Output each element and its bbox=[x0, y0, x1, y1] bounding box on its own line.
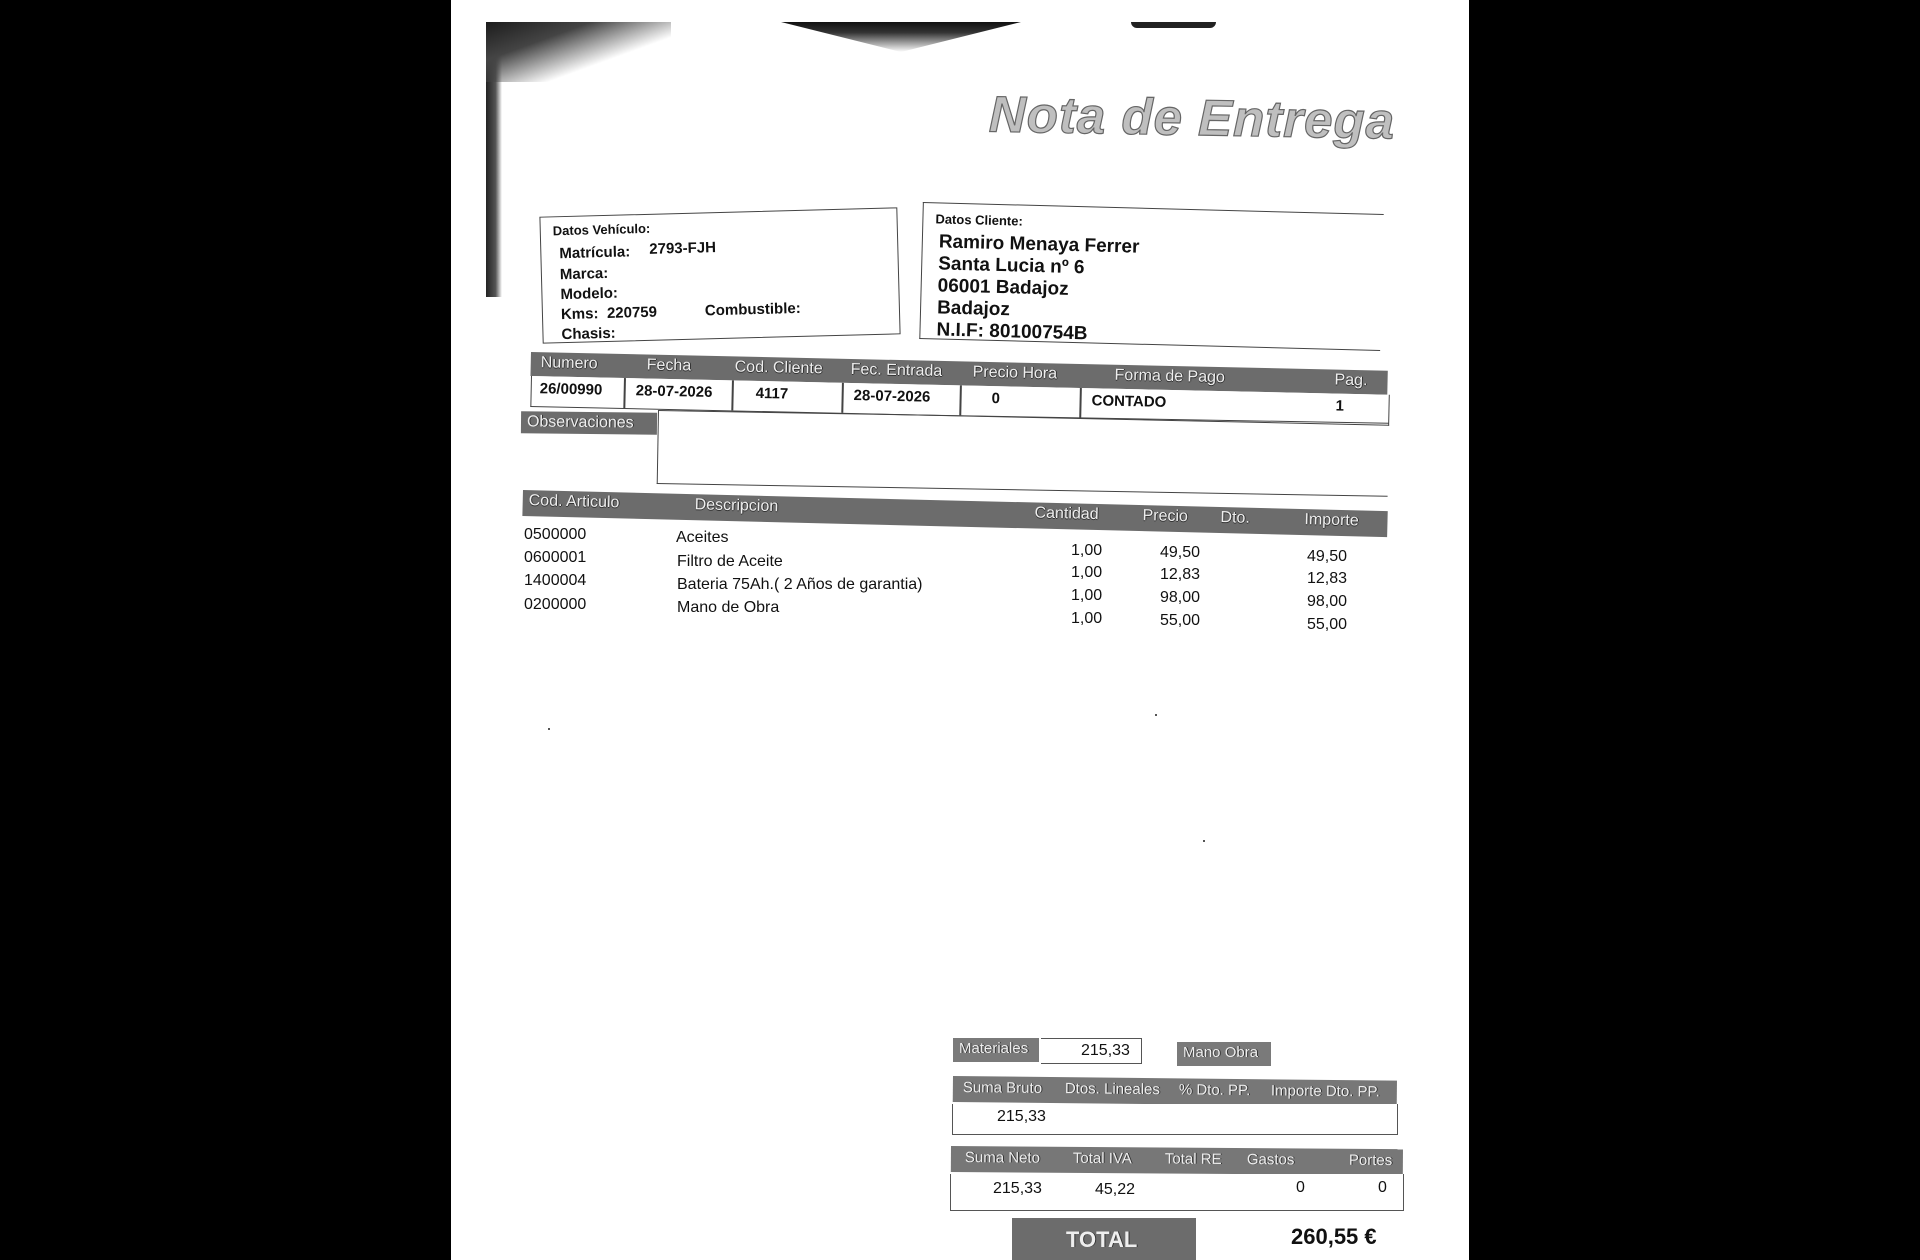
combustible-label: Combustible: bbox=[704, 299, 801, 320]
delivery-note-page bbox=[451, 0, 1469, 1260]
vehicle-data-box bbox=[539, 207, 900, 343]
cell-divider bbox=[731, 380, 733, 410]
header-precio-hora: Precio Hora bbox=[972, 363, 1058, 383]
forma-pago-value: CONTADO bbox=[1091, 392, 1167, 411]
client-province: Badajoz bbox=[936, 297, 1011, 321]
item-price: 49,50 bbox=[1160, 544, 1201, 561]
header-fecha: Fecha bbox=[646, 356, 692, 375]
header-numero: Numero bbox=[540, 354, 598, 373]
header-cod-cliente: Cod. Cliente bbox=[734, 358, 823, 378]
summary-row2-bar bbox=[951, 1146, 1403, 1175]
importe-dto-pp-label: Importe Dto. PP. bbox=[1270, 1082, 1380, 1101]
cell-divider bbox=[623, 378, 625, 408]
suma-neto-label: Suma Neto bbox=[964, 1149, 1041, 1167]
client-name: Ramiro Menaya Ferrer bbox=[938, 231, 1140, 258]
numero-value: 26/00990 bbox=[539, 380, 603, 399]
item-amount: 49,50 bbox=[1307, 548, 1348, 565]
item-qty: 1,00 bbox=[1071, 610, 1103, 627]
matricula-value: 2793-FJH bbox=[649, 239, 717, 258]
header-cod-articulo: Cod. Articulo bbox=[528, 492, 620, 512]
materiales-label: Materiales bbox=[953, 1038, 1039, 1062]
gastos-value: 0 bbox=[1296, 1179, 1305, 1196]
vehicle-header: Datos Vehículo: bbox=[552, 220, 651, 239]
fecha-value: 28-07-2026 bbox=[635, 382, 713, 401]
kms-label: Kms: bbox=[560, 305, 599, 324]
scan-speck bbox=[548, 728, 550, 730]
header-precio: Precio bbox=[1142, 507, 1189, 526]
header-dto: Dto. bbox=[1220, 509, 1251, 527]
header-pag: Pag. bbox=[1334, 371, 1368, 390]
observaciones-box bbox=[657, 410, 1389, 497]
total-iva-label: Total IVA bbox=[1072, 1149, 1132, 1168]
item-price: 12,83 bbox=[1160, 566, 1201, 583]
total-iva-value: 45,22 bbox=[1095, 1181, 1136, 1198]
client-data-box bbox=[919, 202, 1383, 351]
client-address: Santa Lucia nº 6 bbox=[937, 253, 1085, 279]
matricula-label: Matrícula: bbox=[559, 243, 631, 263]
client-nif: N.I.F: 80100754B bbox=[936, 319, 1088, 345]
cell-divider bbox=[841, 383, 843, 413]
precio-hora-value: 0 bbox=[991, 390, 1001, 408]
total-label-bar: TOTAL bbox=[1012, 1218, 1196, 1260]
modelo-label: Modelo: bbox=[560, 284, 619, 304]
item-qty: 1,00 bbox=[1071, 564, 1103, 581]
items-header-bar bbox=[522, 490, 1387, 537]
total-value: 260,55 € bbox=[1291, 1224, 1377, 1249]
summary-row2-values bbox=[950, 1174, 1404, 1211]
item-qty: 1,00 bbox=[1071, 587, 1103, 604]
mano-obra-label: Mano Obra bbox=[1177, 1042, 1271, 1066]
suma-bruto-value: 215,33 bbox=[997, 1108, 1046, 1125]
cod-cliente-value: 4117 bbox=[755, 384, 789, 403]
item-code: 0600001 bbox=[524, 549, 587, 566]
item-amount: 12,83 bbox=[1307, 570, 1348, 587]
item-desc: Bateria 75Ah.( 2 Años de garantia) bbox=[677, 576, 923, 593]
materiales-value: 215,33 bbox=[1081, 1042, 1130, 1059]
item-code: 1400004 bbox=[524, 572, 587, 589]
item-price: 98,00 bbox=[1160, 589, 1201, 606]
suma-neto-value: 215,33 bbox=[993, 1180, 1042, 1197]
portes-value: 0 bbox=[1378, 1179, 1387, 1196]
header-descripcion: Descripcion bbox=[694, 496, 779, 516]
chasis-label: Chasis: bbox=[561, 324, 616, 344]
fec-entrada-value: 28-07-2026 bbox=[853, 387, 931, 406]
item-price: 55,00 bbox=[1160, 612, 1201, 629]
client-header: Datos Cliente: bbox=[935, 211, 1024, 229]
kms-value: 220759 bbox=[606, 303, 658, 322]
materiales-box bbox=[1041, 1038, 1142, 1064]
cell-divider bbox=[959, 385, 961, 415]
scan-speck bbox=[1203, 840, 1205, 842]
item-desc: Mano de Obra bbox=[677, 599, 780, 616]
header-importe: Importe bbox=[1304, 511, 1359, 530]
item-qty: 1,00 bbox=[1071, 542, 1103, 559]
header-fec-entrada: Fec. Entrada bbox=[850, 360, 943, 380]
item-code: 0200000 bbox=[524, 596, 587, 613]
marca-label: Marca: bbox=[559, 264, 609, 284]
total-re-label: Total RE bbox=[1164, 1150, 1222, 1168]
client-postal-city: 06001 Badajoz bbox=[937, 275, 1069, 300]
gastos-label: Gastos bbox=[1246, 1151, 1295, 1169]
dto-pp-label: % Dto. PP. bbox=[1178, 1081, 1251, 1100]
portes-label: Portes bbox=[1348, 1151, 1393, 1170]
scan-shadow bbox=[1131, 22, 1216, 28]
scan-shadow bbox=[486, 22, 671, 82]
item-desc: Filtro de Aceite bbox=[677, 553, 783, 570]
header-forma-pago: Forma de Pago bbox=[1114, 366, 1226, 387]
dtos-lineales-label: Dtos. Lineales bbox=[1064, 1080, 1161, 1099]
item-amount: 55,00 bbox=[1307, 616, 1348, 633]
scan-speck bbox=[1155, 714, 1157, 716]
observaciones-label: Observaciones bbox=[521, 411, 657, 434]
pag-value: 1 bbox=[1335, 397, 1345, 415]
item-amount: 98,00 bbox=[1307, 593, 1348, 610]
item-desc: Aceites bbox=[676, 529, 729, 546]
summary-row1-values bbox=[952, 1104, 1398, 1135]
header-cantidad: Cantidad bbox=[1034, 504, 1099, 524]
suma-bruto-label: Suma Bruto bbox=[962, 1079, 1043, 1097]
cell-divider bbox=[1079, 388, 1081, 418]
item-code: 0500000 bbox=[524, 526, 587, 543]
scan-shadow bbox=[781, 22, 1021, 52]
document-title: Nota de Entrega bbox=[988, 85, 1396, 150]
summary-row1-bar bbox=[953, 1076, 1397, 1107]
